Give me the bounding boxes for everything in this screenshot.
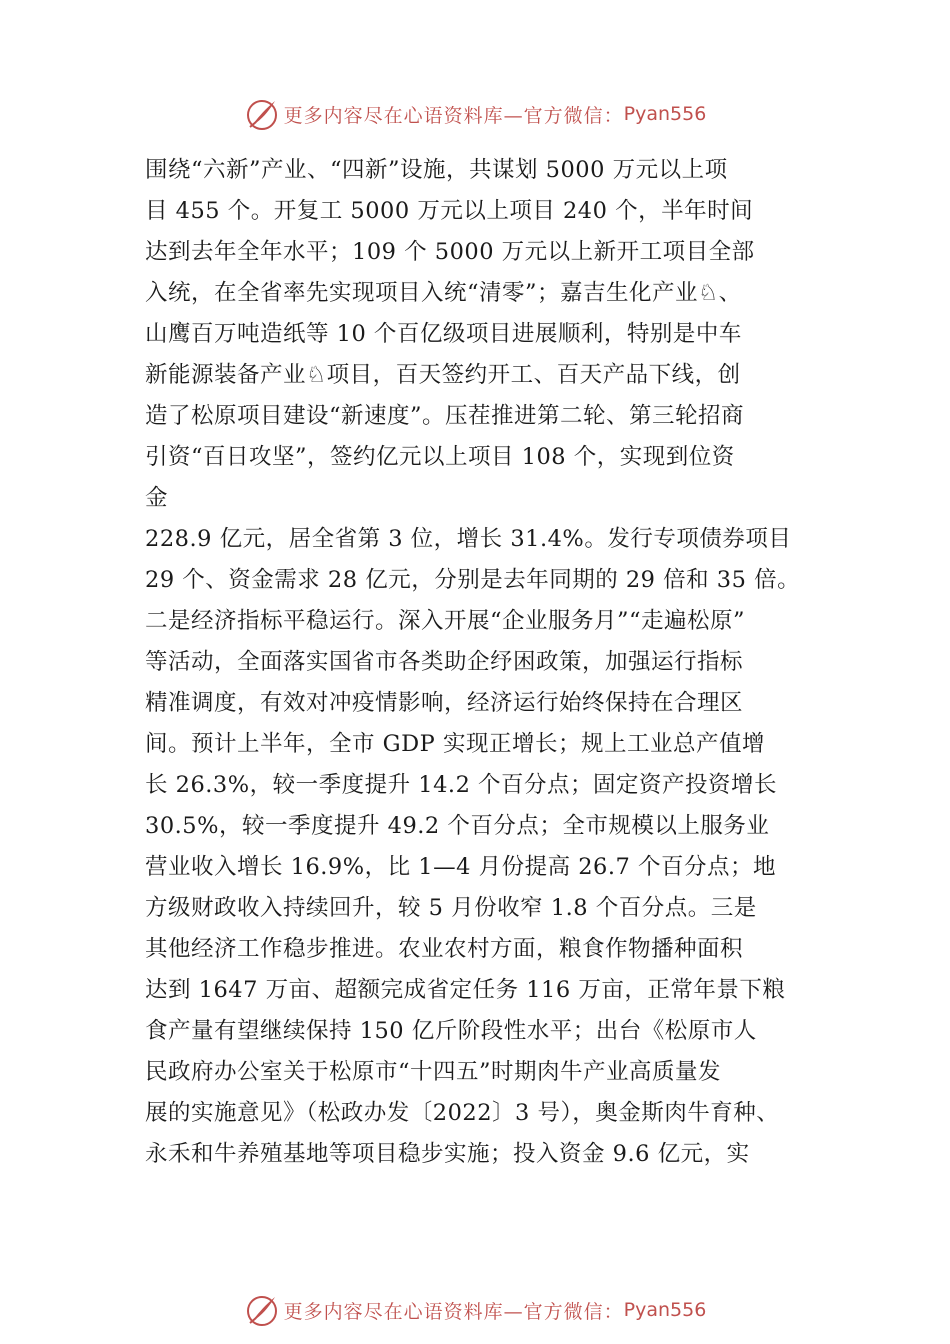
text-line: 方级财政收入持续回升，较 5 月份收窄 1.8 个百分点。三是 bbox=[145, 895, 757, 921]
text-line: 入统，在全省率先实现项目入统“清零”；嘉吉生化产业♘、 bbox=[145, 280, 742, 306]
text-line: 营业收入增长 16.9%，比 1—4 月份提高 26.7 个百分点；地 bbox=[145, 854, 776, 880]
text-line: 228.9 亿元，居全省第 3 位，增长 31.4%。发行专项债券项目 bbox=[145, 526, 792, 552]
banner-text: 更多内容尽在心语资料库—官方微信： bbox=[283, 104, 624, 127]
text-line: 引资“百日攻坚”，签约亿元以上项目 108 个，实现到位资 bbox=[145, 444, 735, 470]
text-line: 长 26.3%，较一季度提升 14.2 个百分点；固定资产投资增长 bbox=[145, 772, 778, 798]
text-line: 目 455 个。开复工 5000 万元以上项目 240 个，半年时间 bbox=[145, 198, 754, 224]
text-line: 达到去年全年水平；109 个 5000 万元以上新开工项目全部 bbox=[145, 239, 755, 265]
text-line: 29 个、资金需求 28 亿元，分别是去年同期的 29 倍和 35 倍。 bbox=[145, 567, 801, 593]
text-line: 新能源装备产业♘项目，百天签约开工、百天产品下线，创 bbox=[145, 362, 741, 388]
text-line: 达到 1647 万亩、超额完成省定任务 116 万亩，正常年景下粮 bbox=[145, 977, 786, 1003]
footer-banner bbox=[0, 1290, 950, 1330]
wechat-id: Pyan556 bbox=[623, 1299, 707, 1321]
text-line: 永禾和牛养殖基地等项目稳步实施；投入资金 9.6 亿元，实 bbox=[145, 1141, 750, 1167]
wechat-id: Pyan556 bbox=[623, 103, 707, 125]
text-line: 30.5%，较一季度提升 49.2 个百分点；全市规模以上服务业 bbox=[145, 813, 770, 839]
document-body bbox=[145, 150, 825, 1175]
text-line: 精准调度，有效对冲疫情影响，经济运行始终保持在合理区 bbox=[145, 690, 744, 716]
text-line: 山鹰百万吨造纸等 10 个百亿级项目进展顺利，特别是中车 bbox=[145, 321, 742, 347]
text-line: 造了松原项目建设“新速度”。压茬推进第二轮、第三轮招商 bbox=[145, 403, 745, 429]
text-line: 围绕“六新”产业、“四新”设施，共谋划 5000 万元以上项 bbox=[145, 157, 728, 183]
feather-pen-circle-icon bbox=[244, 1292, 280, 1328]
text-line: 等活动，全面落实国省市各类助企纾困政策，加强运行指标 bbox=[145, 649, 744, 675]
text-line: 食产量有望继续保持 150 亿斤阶段性水平；出台《松原市人 bbox=[145, 1018, 757, 1044]
text-line: 民政府办公室关于松原市“十四五”时期肉牛产业高质量发 bbox=[145, 1059, 722, 1085]
header-banner bbox=[0, 94, 950, 134]
text-line: 二是经济指标平稳运行。深入开展“企业服务月”“走遍松原” bbox=[145, 608, 746, 634]
text-line: 间。预计上半年，全市 GDP 实现正增长；规上工业总产值增 bbox=[145, 731, 765, 757]
banner-text: 更多内容尽在心语资料库—官方微信： bbox=[283, 1300, 624, 1323]
text-line: 金 bbox=[145, 485, 169, 511]
text-line: 其他经济工作稳步推进。农业农村方面，粮食作物播种面积 bbox=[145, 936, 744, 962]
text-line: 展的实施意见》（松政办发〔2022〕3 号），奥金斯肉牛育种、 bbox=[145, 1100, 780, 1126]
feather-pen-circle-icon bbox=[244, 96, 280, 132]
